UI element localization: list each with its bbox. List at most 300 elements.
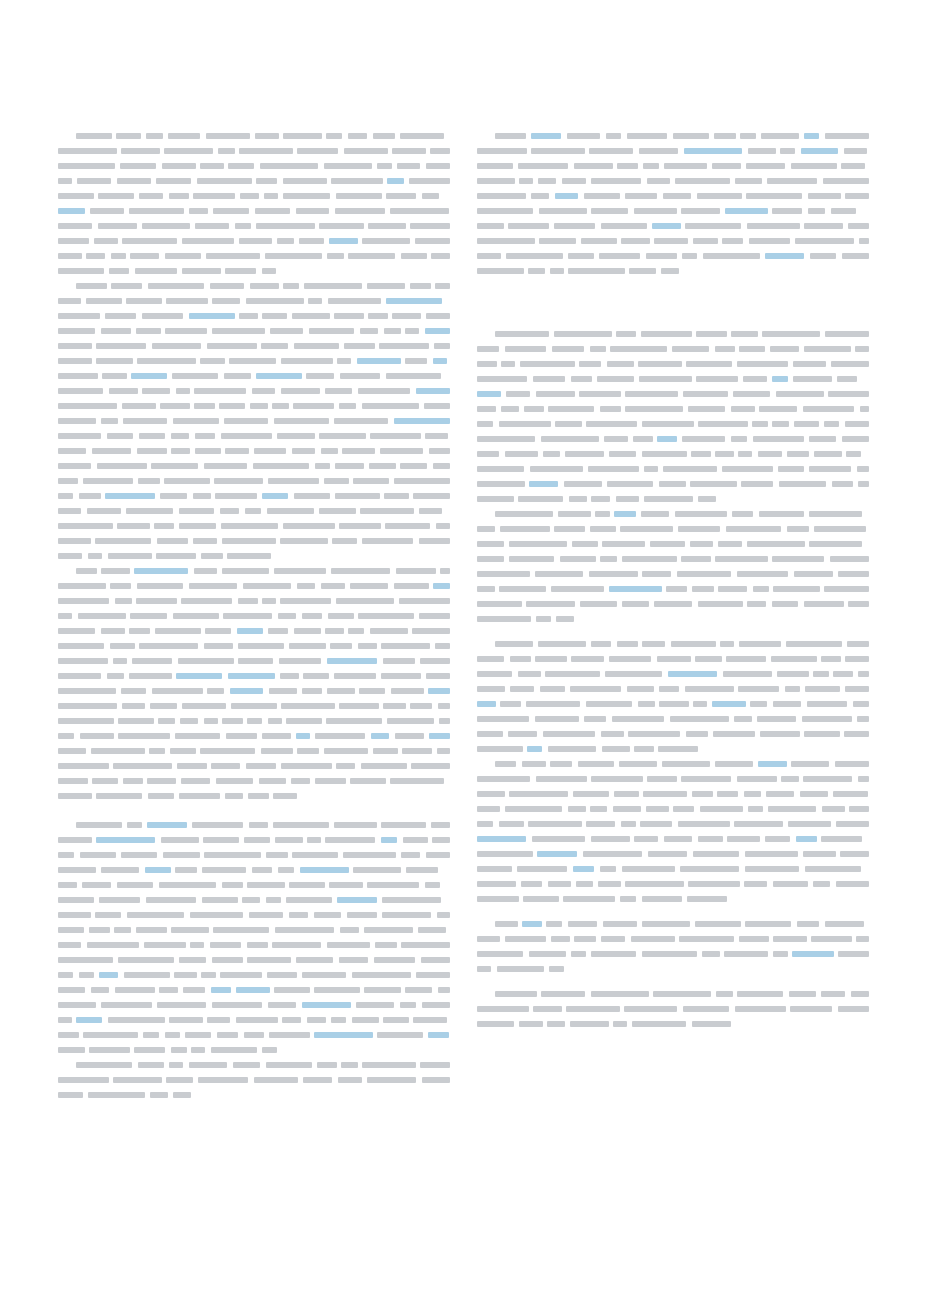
word-placeholder bbox=[302, 688, 322, 694]
word-placeholder bbox=[432, 837, 450, 843]
word-placeholder bbox=[563, 896, 615, 902]
word-placeholder bbox=[252, 867, 272, 873]
word-placeholder bbox=[371, 733, 389, 739]
text-line bbox=[477, 846, 869, 861]
word-placeholder bbox=[58, 313, 100, 319]
word-placeholder bbox=[668, 671, 717, 677]
word-placeholder bbox=[747, 541, 805, 547]
word-placeholder bbox=[607, 481, 653, 487]
word-placeholder bbox=[223, 613, 272, 619]
word-placeholder bbox=[96, 793, 142, 799]
word-placeholder bbox=[233, 1062, 260, 1068]
word-placeholder bbox=[693, 851, 739, 857]
word-placeholder bbox=[193, 193, 235, 199]
word-placeholder bbox=[239, 313, 258, 319]
word-placeholder bbox=[831, 361, 869, 367]
text-line bbox=[58, 323, 450, 338]
word-placeholder bbox=[685, 223, 741, 229]
word-placeholder bbox=[278, 867, 294, 873]
word-placeholder bbox=[438, 703, 450, 709]
word-placeholder bbox=[851, 991, 869, 997]
word-placeholder bbox=[821, 836, 862, 842]
word-placeholder bbox=[551, 586, 604, 592]
word-placeholder bbox=[58, 688, 116, 694]
word-placeholder bbox=[336, 193, 382, 199]
paragraph bbox=[58, 1057, 450, 1102]
word-placeholder bbox=[739, 936, 769, 942]
word-placeholder bbox=[781, 776, 799, 782]
word-placeholder bbox=[315, 463, 330, 469]
word-placeholder bbox=[740, 133, 756, 139]
paragraph bbox=[477, 506, 869, 626]
word-placeholder bbox=[531, 148, 585, 154]
word-placeholder bbox=[173, 613, 219, 619]
text-line bbox=[477, 711, 869, 726]
word-placeholder bbox=[793, 376, 832, 382]
word-placeholder bbox=[58, 1047, 85, 1053]
text-line bbox=[58, 593, 450, 608]
word-placeholder bbox=[58, 583, 106, 589]
word-placeholder bbox=[87, 942, 139, 948]
word-placeholder bbox=[677, 571, 731, 577]
word-placeholder bbox=[499, 586, 546, 592]
word-placeholder bbox=[831, 208, 856, 214]
word-placeholder bbox=[642, 896, 682, 902]
word-placeholder bbox=[757, 716, 796, 722]
word-placeholder bbox=[58, 613, 72, 619]
word-placeholder bbox=[362, 238, 410, 244]
word-placeholder bbox=[121, 688, 146, 694]
word-placeholder bbox=[171, 927, 209, 933]
word-placeholder bbox=[555, 421, 582, 427]
text-line bbox=[477, 416, 869, 431]
text-line bbox=[58, 293, 450, 308]
word-placeholder bbox=[765, 836, 790, 842]
word-placeholder bbox=[477, 346, 499, 352]
word-placeholder bbox=[723, 671, 772, 677]
text-line bbox=[477, 931, 869, 946]
word-placeholder bbox=[362, 1062, 416, 1068]
word-placeholder bbox=[88, 553, 102, 559]
word-placeholder bbox=[477, 601, 522, 607]
word-placeholder bbox=[591, 641, 611, 647]
word-placeholder bbox=[535, 571, 583, 577]
word-placeholder bbox=[179, 793, 220, 799]
word-placeholder bbox=[824, 421, 839, 427]
word-placeholder bbox=[686, 731, 708, 737]
text-line bbox=[58, 758, 450, 773]
word-placeholder bbox=[136, 328, 161, 334]
word-placeholder bbox=[176, 388, 190, 394]
word-placeholder bbox=[638, 361, 682, 367]
word-placeholder bbox=[804, 223, 843, 229]
word-placeholder bbox=[568, 921, 597, 927]
word-placeholder bbox=[627, 686, 654, 692]
word-placeholder bbox=[274, 418, 329, 424]
word-placeholder bbox=[772, 376, 788, 382]
word-placeholder bbox=[524, 406, 544, 412]
word-placeholder bbox=[270, 328, 303, 334]
text-line bbox=[477, 726, 869, 741]
word-placeholder bbox=[535, 716, 579, 722]
word-placeholder bbox=[107, 433, 133, 439]
word-placeholder bbox=[477, 966, 491, 972]
paragraph bbox=[477, 636, 869, 756]
word-placeholder bbox=[120, 163, 156, 169]
word-placeholder bbox=[495, 641, 533, 647]
word-placeholder bbox=[536, 391, 575, 397]
text-line bbox=[58, 428, 450, 443]
word-placeholder bbox=[334, 313, 364, 319]
word-placeholder bbox=[58, 912, 91, 918]
word-placeholder bbox=[289, 882, 325, 888]
word-placeholder bbox=[127, 822, 142, 828]
word-placeholder bbox=[591, 776, 643, 782]
word-placeholder bbox=[825, 921, 864, 927]
word-placeholder bbox=[86, 298, 122, 304]
word-placeholder bbox=[237, 628, 263, 634]
word-placeholder bbox=[268, 718, 282, 724]
word-placeholder bbox=[477, 866, 512, 872]
left-column bbox=[58, 128, 450, 1102]
word-placeholder bbox=[150, 703, 177, 709]
word-placeholder bbox=[58, 178, 72, 184]
word-placeholder bbox=[413, 1017, 447, 1023]
word-placeholder bbox=[842, 253, 869, 259]
word-placeholder bbox=[302, 1002, 351, 1008]
word-placeholder bbox=[194, 388, 246, 394]
word-placeholder bbox=[236, 987, 270, 993]
word-placeholder bbox=[642, 421, 694, 427]
word-placeholder bbox=[568, 268, 625, 274]
word-placeholder bbox=[809, 466, 851, 472]
word-placeholder bbox=[58, 718, 114, 724]
word-placeholder bbox=[166, 1077, 193, 1083]
word-placeholder bbox=[156, 553, 196, 559]
word-placeholder bbox=[360, 328, 378, 334]
word-placeholder bbox=[617, 163, 638, 169]
word-placeholder bbox=[666, 586, 687, 592]
word-placeholder bbox=[131, 373, 167, 379]
word-placeholder bbox=[768, 806, 816, 812]
word-placeholder bbox=[434, 343, 450, 349]
word-placeholder bbox=[210, 942, 241, 948]
word-placeholder bbox=[772, 208, 802, 214]
word-placeholder bbox=[401, 942, 450, 948]
word-placeholder bbox=[273, 822, 329, 828]
word-placeholder bbox=[211, 987, 231, 993]
word-placeholder bbox=[548, 406, 594, 412]
word-placeholder bbox=[536, 616, 551, 622]
word-placeholder bbox=[215, 493, 257, 499]
word-placeholder bbox=[155, 628, 201, 634]
word-placeholder bbox=[386, 298, 442, 304]
word-placeholder bbox=[813, 671, 829, 677]
word-placeholder bbox=[410, 223, 450, 229]
word-placeholder bbox=[139, 643, 198, 649]
word-placeholder bbox=[207, 1017, 230, 1023]
word-placeholder bbox=[373, 133, 395, 139]
word-placeholder bbox=[424, 403, 450, 409]
word-placeholder bbox=[627, 133, 667, 139]
word-placeholder bbox=[425, 433, 448, 439]
word-placeholder bbox=[182, 703, 226, 709]
word-placeholder bbox=[506, 253, 563, 259]
word-placeholder bbox=[642, 951, 697, 957]
text-line bbox=[477, 786, 869, 801]
word-placeholder bbox=[748, 148, 776, 154]
word-placeholder bbox=[555, 193, 578, 199]
word-placeholder bbox=[58, 268, 104, 274]
word-placeholder bbox=[477, 238, 535, 244]
word-placeholder bbox=[533, 376, 565, 382]
word-placeholder bbox=[791, 163, 837, 169]
word-placeholder bbox=[216, 778, 253, 784]
word-placeholder bbox=[652, 223, 681, 229]
word-placeholder bbox=[392, 313, 421, 319]
word-placeholder bbox=[348, 133, 367, 139]
word-placeholder bbox=[549, 966, 564, 972]
word-placeholder bbox=[591, 991, 649, 997]
word-placeholder bbox=[773, 951, 788, 957]
word-placeholder bbox=[787, 526, 809, 532]
word-placeholder bbox=[849, 806, 869, 812]
word-placeholder bbox=[681, 556, 711, 562]
word-placeholder bbox=[334, 418, 388, 424]
word-placeholder bbox=[808, 208, 825, 214]
word-placeholder bbox=[362, 538, 413, 544]
word-placeholder bbox=[383, 658, 415, 664]
word-placeholder bbox=[732, 511, 753, 517]
word-placeholder bbox=[179, 957, 206, 963]
word-placeholder bbox=[225, 268, 256, 274]
word-placeholder bbox=[327, 253, 344, 259]
word-placeholder bbox=[420, 658, 450, 664]
word-placeholder bbox=[574, 163, 613, 169]
word-placeholder bbox=[394, 583, 429, 589]
text-line bbox=[477, 756, 869, 771]
word-placeholder bbox=[126, 508, 173, 514]
word-placeholder bbox=[643, 791, 687, 797]
word-placeholder bbox=[262, 268, 276, 274]
word-placeholder bbox=[664, 836, 692, 842]
word-placeholder bbox=[609, 451, 636, 457]
word-placeholder bbox=[477, 163, 513, 169]
word-placeholder bbox=[123, 778, 143, 784]
word-placeholder bbox=[625, 193, 657, 199]
word-placeholder bbox=[583, 851, 642, 857]
word-placeholder bbox=[695, 921, 741, 927]
word-placeholder bbox=[122, 238, 177, 244]
word-placeholder bbox=[302, 613, 322, 619]
word-placeholder bbox=[76, 568, 97, 574]
word-placeholder bbox=[113, 1077, 162, 1083]
word-placeholder bbox=[169, 1062, 183, 1068]
word-placeholder bbox=[691, 451, 711, 457]
word-placeholder bbox=[58, 837, 92, 843]
word-placeholder bbox=[531, 193, 549, 199]
word-placeholder bbox=[477, 1006, 529, 1012]
word-placeholder bbox=[319, 508, 356, 514]
word-placeholder bbox=[619, 761, 657, 767]
word-placeholder bbox=[381, 822, 426, 828]
word-placeholder bbox=[384, 328, 401, 334]
word-placeholder bbox=[628, 731, 680, 737]
word-placeholder bbox=[391, 688, 424, 694]
paragraph bbox=[477, 756, 869, 906]
text-line bbox=[477, 816, 869, 831]
word-placeholder bbox=[344, 148, 388, 154]
word-placeholder bbox=[838, 571, 869, 577]
word-placeholder bbox=[202, 897, 238, 903]
word-placeholder bbox=[761, 133, 799, 139]
word-placeholder bbox=[58, 1077, 109, 1083]
word-placeholder bbox=[352, 1017, 379, 1023]
word-placeholder bbox=[58, 927, 84, 933]
word-placeholder bbox=[262, 1047, 277, 1053]
text-line bbox=[477, 611, 869, 626]
word-placeholder bbox=[152, 343, 201, 349]
word-placeholder bbox=[325, 388, 352, 394]
word-placeholder bbox=[825, 133, 869, 139]
text-line bbox=[58, 937, 450, 952]
word-placeholder bbox=[224, 418, 268, 424]
word-placeholder bbox=[122, 703, 145, 709]
text-line bbox=[58, 638, 450, 653]
word-placeholder bbox=[804, 731, 840, 737]
word-placeholder bbox=[591, 951, 636, 957]
word-placeholder bbox=[519, 178, 533, 184]
word-placeholder bbox=[692, 1021, 731, 1027]
word-placeholder bbox=[683, 391, 728, 397]
word-placeholder bbox=[172, 373, 218, 379]
word-placeholder bbox=[654, 238, 688, 244]
word-placeholder bbox=[118, 733, 170, 739]
word-placeholder bbox=[164, 148, 213, 154]
word-placeholder bbox=[654, 601, 692, 607]
word-placeholder bbox=[190, 942, 204, 948]
word-placeholder bbox=[590, 526, 616, 532]
word-placeholder bbox=[547, 1021, 565, 1027]
text-line bbox=[58, 847, 450, 862]
word-placeholder bbox=[382, 912, 431, 918]
word-placeholder bbox=[545, 671, 600, 677]
word-placeholder bbox=[117, 882, 153, 888]
word-placeholder bbox=[324, 478, 349, 484]
word-placeholder bbox=[175, 733, 220, 739]
word-placeholder bbox=[477, 421, 493, 427]
word-placeholder bbox=[675, 178, 730, 184]
word-placeholder bbox=[222, 718, 243, 724]
word-placeholder bbox=[718, 586, 747, 592]
text-line bbox=[58, 982, 450, 997]
word-placeholder bbox=[859, 238, 869, 244]
word-placeholder bbox=[659, 701, 689, 707]
word-placeholder bbox=[574, 936, 596, 942]
word-placeholder bbox=[314, 1032, 373, 1038]
word-placeholder bbox=[573, 866, 594, 872]
word-placeholder bbox=[568, 253, 594, 259]
text-line bbox=[58, 832, 450, 847]
word-placeholder bbox=[809, 541, 862, 547]
word-placeholder bbox=[347, 912, 377, 918]
word-placeholder bbox=[400, 1002, 416, 1008]
word-placeholder bbox=[703, 253, 760, 259]
word-placeholder bbox=[225, 448, 249, 454]
word-placeholder bbox=[661, 268, 679, 274]
text-line bbox=[58, 1027, 450, 1042]
word-placeholder bbox=[746, 193, 802, 199]
word-placeholder bbox=[801, 148, 838, 154]
word-placeholder bbox=[58, 523, 113, 529]
word-placeholder bbox=[156, 178, 191, 184]
word-placeholder bbox=[262, 493, 288, 499]
word-placeholder bbox=[253, 463, 309, 469]
word-placeholder bbox=[148, 283, 204, 289]
word-placeholder bbox=[193, 493, 211, 499]
word-placeholder bbox=[477, 791, 505, 797]
text-line bbox=[477, 536, 869, 551]
word-placeholder bbox=[279, 658, 321, 664]
word-placeholder bbox=[179, 508, 214, 514]
word-placeholder bbox=[477, 466, 524, 472]
word-placeholder bbox=[158, 718, 175, 724]
word-placeholder bbox=[733, 391, 770, 397]
word-placeholder bbox=[246, 763, 276, 769]
word-placeholder bbox=[58, 748, 86, 754]
word-placeholder bbox=[753, 586, 769, 592]
word-placeholder bbox=[602, 541, 645, 547]
word-placeholder bbox=[672, 346, 709, 352]
word-placeholder bbox=[335, 463, 364, 469]
text-line bbox=[477, 158, 869, 173]
text-line bbox=[58, 488, 450, 503]
word-placeholder bbox=[650, 541, 685, 547]
text-line bbox=[58, 308, 450, 323]
word-placeholder bbox=[727, 836, 760, 842]
word-placeholder bbox=[132, 658, 172, 664]
word-placeholder bbox=[58, 538, 91, 544]
word-placeholder bbox=[58, 163, 115, 169]
word-placeholder bbox=[430, 148, 450, 154]
word-placeholder bbox=[765, 253, 804, 259]
word-placeholder bbox=[201, 972, 216, 978]
word-placeholder bbox=[165, 328, 207, 334]
word-placeholder bbox=[590, 806, 607, 812]
word-placeholder bbox=[368, 313, 388, 319]
word-placeholder bbox=[58, 643, 104, 649]
text-line bbox=[58, 1012, 450, 1027]
word-placeholder bbox=[144, 942, 186, 948]
word-placeholder bbox=[179, 523, 216, 529]
word-placeholder bbox=[739, 346, 765, 352]
word-placeholder bbox=[294, 493, 330, 499]
word-placeholder bbox=[367, 882, 419, 888]
word-placeholder bbox=[136, 598, 177, 604]
word-placeholder bbox=[289, 912, 308, 918]
text-line bbox=[477, 651, 869, 666]
word-placeholder bbox=[165, 1032, 180, 1038]
word-placeholder bbox=[274, 568, 326, 574]
word-placeholder bbox=[361, 763, 407, 769]
word-placeholder bbox=[248, 793, 269, 799]
word-placeholder bbox=[252, 388, 275, 394]
word-placeholder bbox=[210, 283, 244, 289]
word-placeholder bbox=[787, 451, 809, 457]
word-placeholder bbox=[250, 283, 279, 289]
word-placeholder bbox=[857, 716, 869, 722]
word-placeholder bbox=[745, 866, 799, 872]
